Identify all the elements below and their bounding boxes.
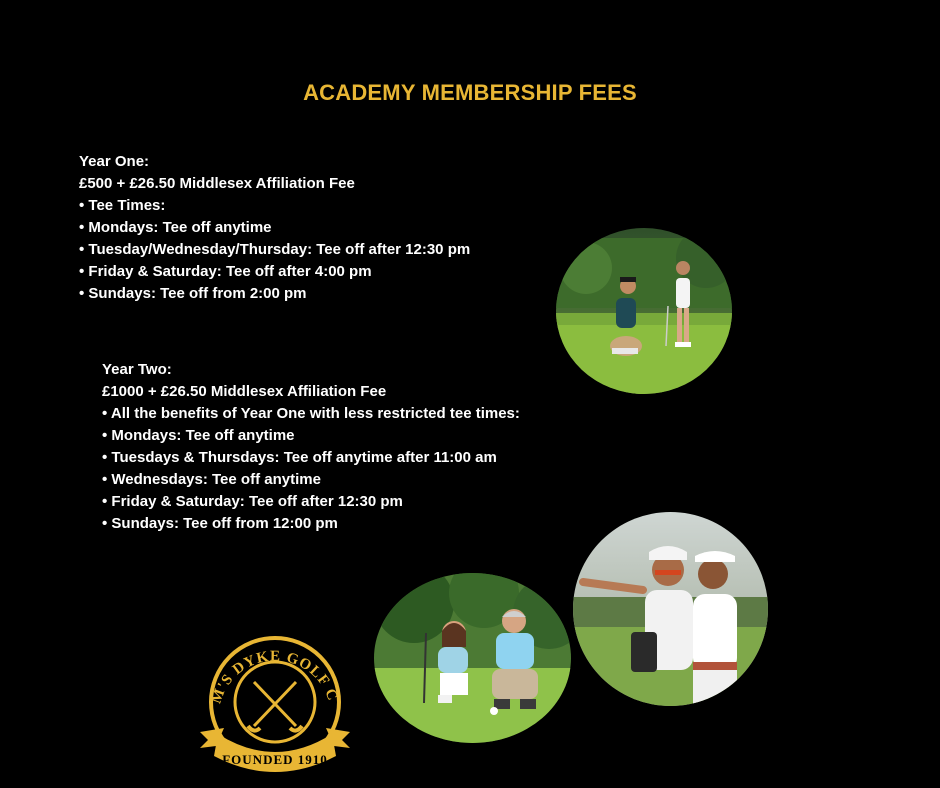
club-logo [196,622,354,780]
year-one-item: • Tuesday/Wednesday/Thursday: Tee off after 12:30 pm [79,241,471,258]
year-two-item: • Tuesdays & Thursdays: Tee off anytime after 11:00 am [102,449,497,466]
svg-text:GRIM'S DYKE GOLF CLUB: M'S DYKE GOLF C [208,648,341,706]
instructor-pointing-photo [573,512,768,706]
page-title: ACADEMY MEMBERSHIP FEES [303,80,637,105]
year-two-item: • Sundays: Tee off from 12:00 pm [102,515,338,532]
svg-text:FOUNDED 1910: FOUNDED 1910 [222,752,328,767]
year-two-fee: £1000 + £26.50 Middlesex Affiliation Fee [102,383,387,400]
year-one-item: • Mondays: Tee off anytime [79,219,272,236]
year-two-heading: Year Two: [102,361,172,378]
year-two-item: • Mondays: Tee off anytime [102,427,295,444]
family-putting-photo [374,573,571,743]
year-one-item: • Sundays: Tee off from 2:00 pm [79,285,307,302]
year-one-heading: Year One: [79,153,150,170]
year-two-item: • Friday & Saturday: Tee off after 12:30 pm [102,493,403,510]
year-one-item: • Tee Times: [79,197,166,214]
year-one-section [79,151,470,305]
year-two-section [102,359,520,535]
year-one-fee: £500 + £26.50 Middlesex Affiliation Fee [79,175,355,192]
golf-lesson-photo [556,228,732,394]
year-one-item: • Friday & Saturday: Tee off after 4:00 pm [79,263,372,280]
year-two-item: • Wednesdays: Tee off anytime [102,471,321,488]
year-two-item: • All the benefits of Year One with less restricted tee times: [102,405,520,422]
